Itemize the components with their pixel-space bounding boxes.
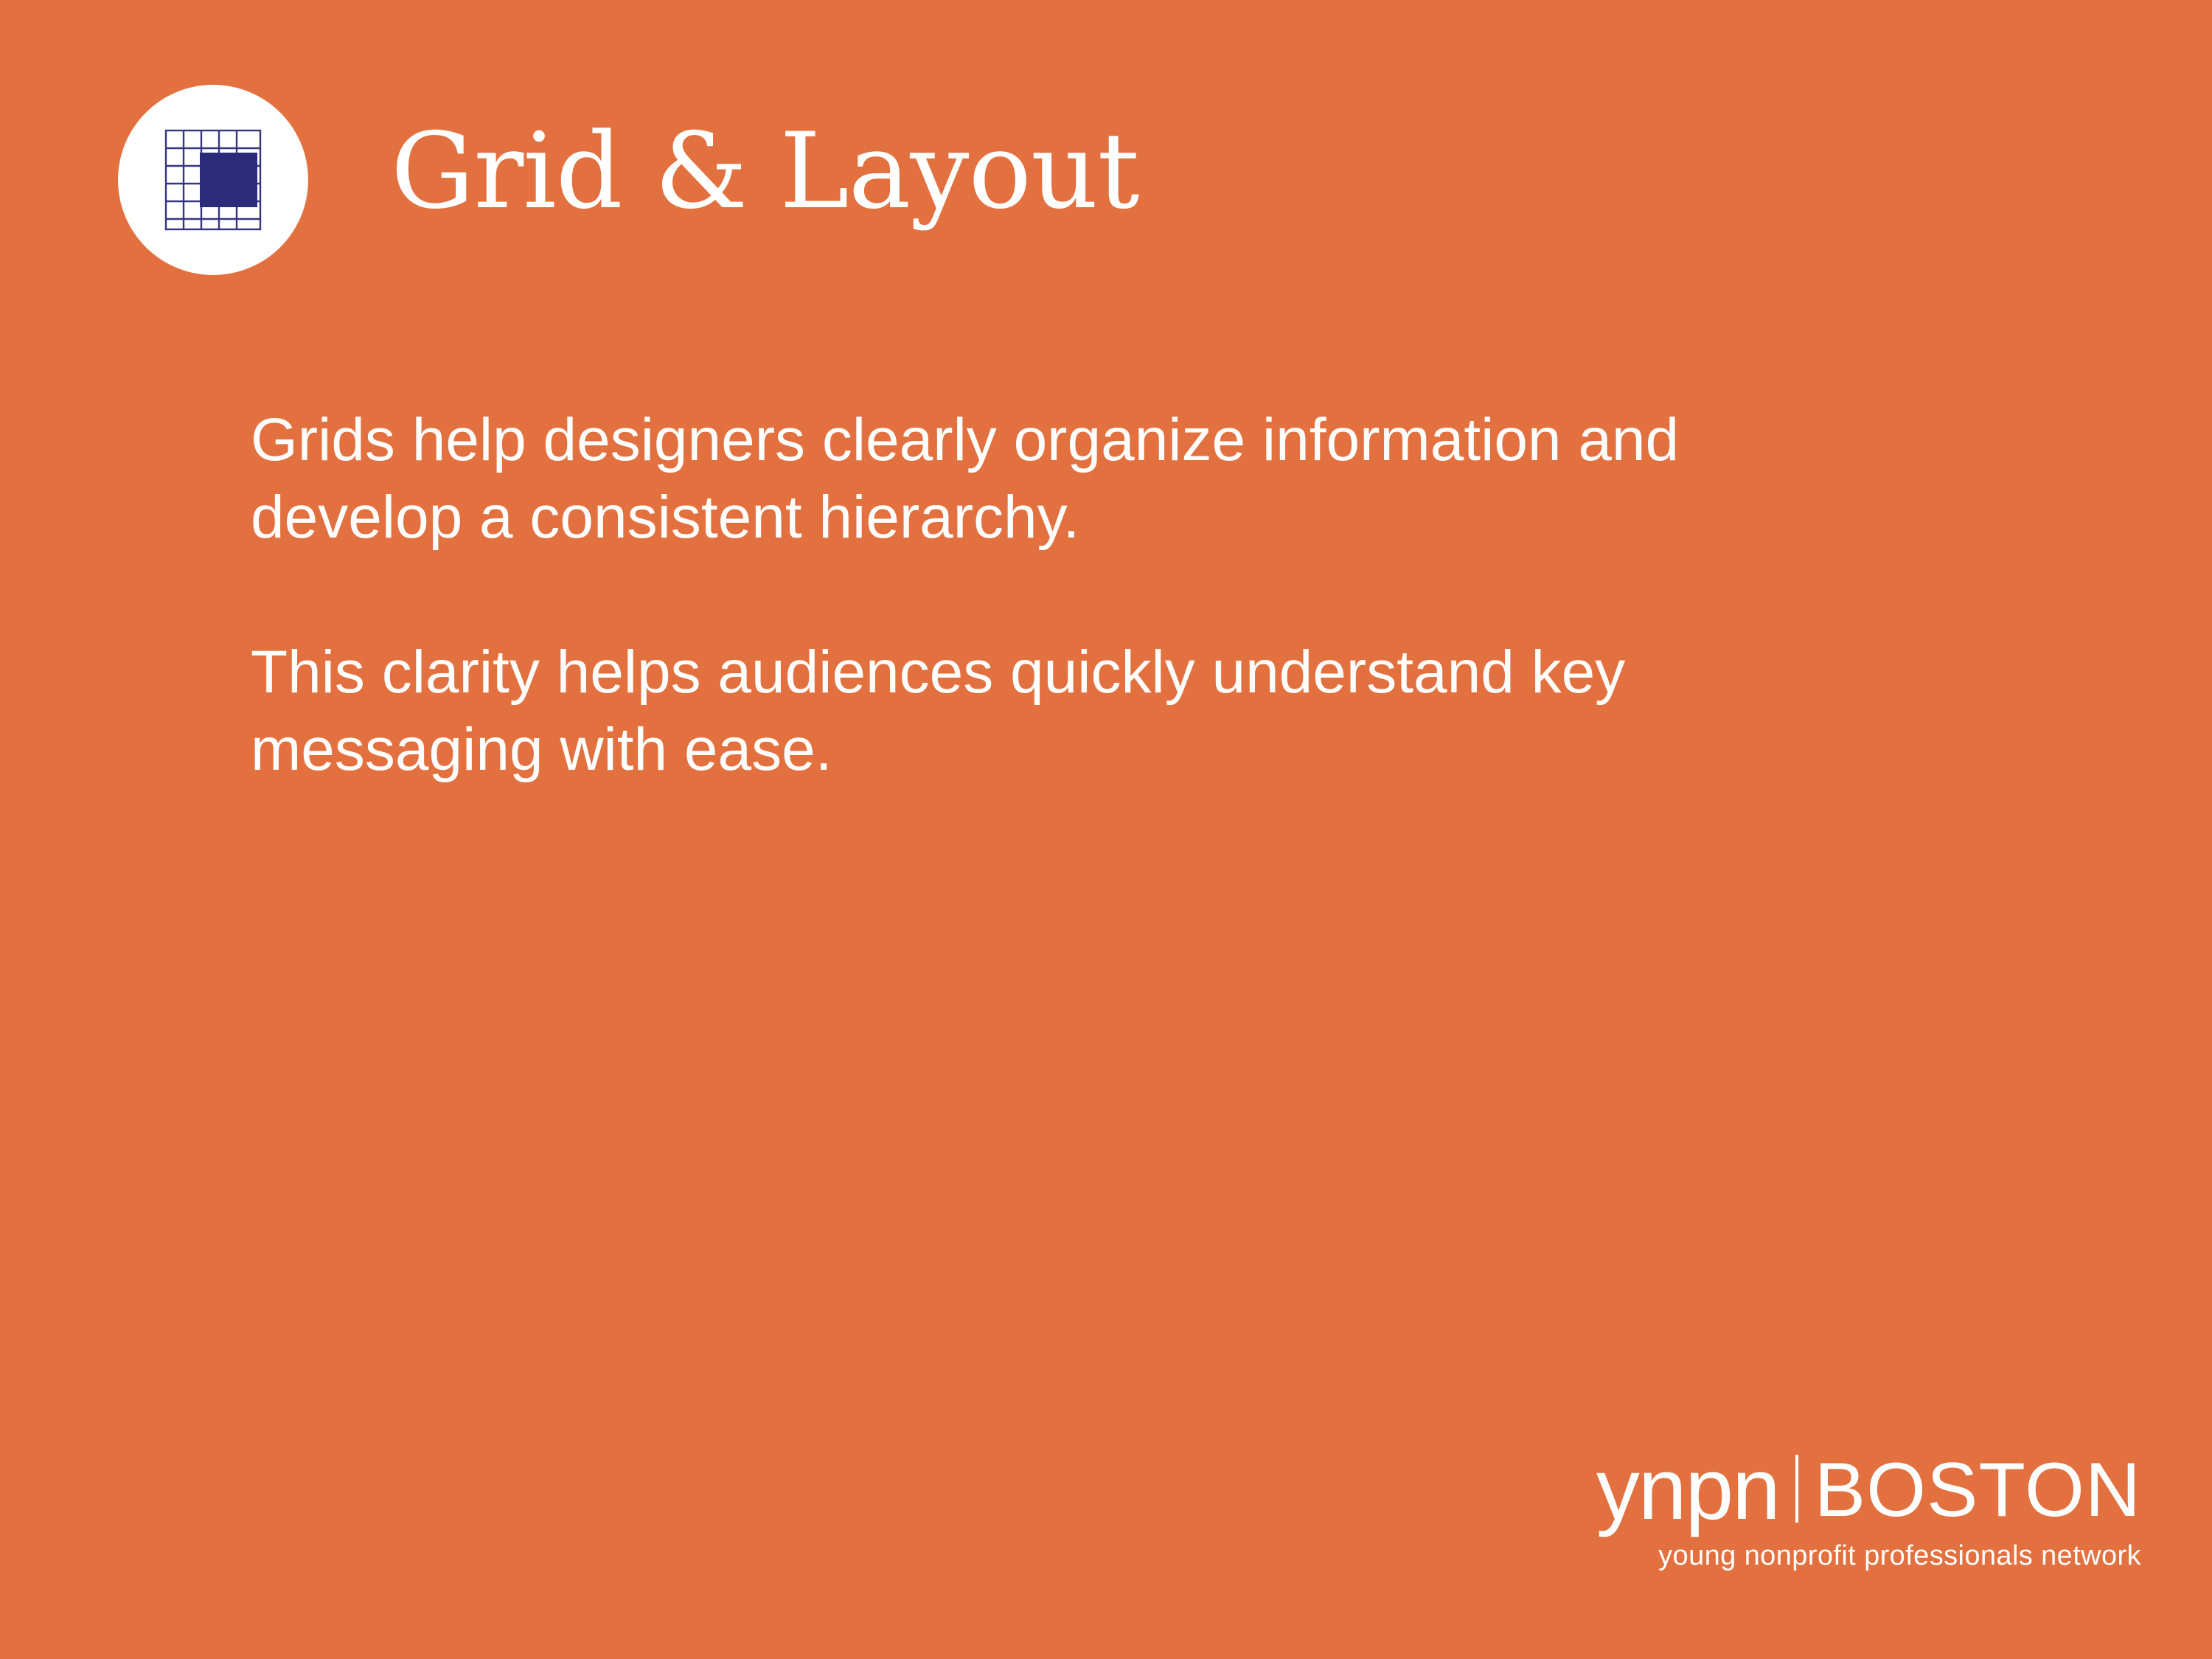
page-title: Grid & Layout <box>391 111 1139 232</box>
logo-lockup <box>1596 1440 2141 1538</box>
paragraph-2: This clarity helps audiences quickly understand key messaging with ease. <box>251 638 1626 783</box>
logo-chapter-name: BOSTON <box>1814 1447 2141 1534</box>
badge-circle <box>118 85 308 275</box>
logo-tagline: young nonprofit professionals network <box>1658 1540 2141 1571</box>
ynpn-boston-logo <box>1596 1440 2141 1572</box>
logo-divider <box>1795 1455 1798 1523</box>
body-copy <box>251 402 1799 789</box>
slide-header <box>118 85 1139 275</box>
paragraph-1: Grids help designers clearly organize information and develop a consistent hierarchy. <box>251 406 1680 551</box>
logo-wordmark: ynpn <box>1596 1440 1779 1538</box>
